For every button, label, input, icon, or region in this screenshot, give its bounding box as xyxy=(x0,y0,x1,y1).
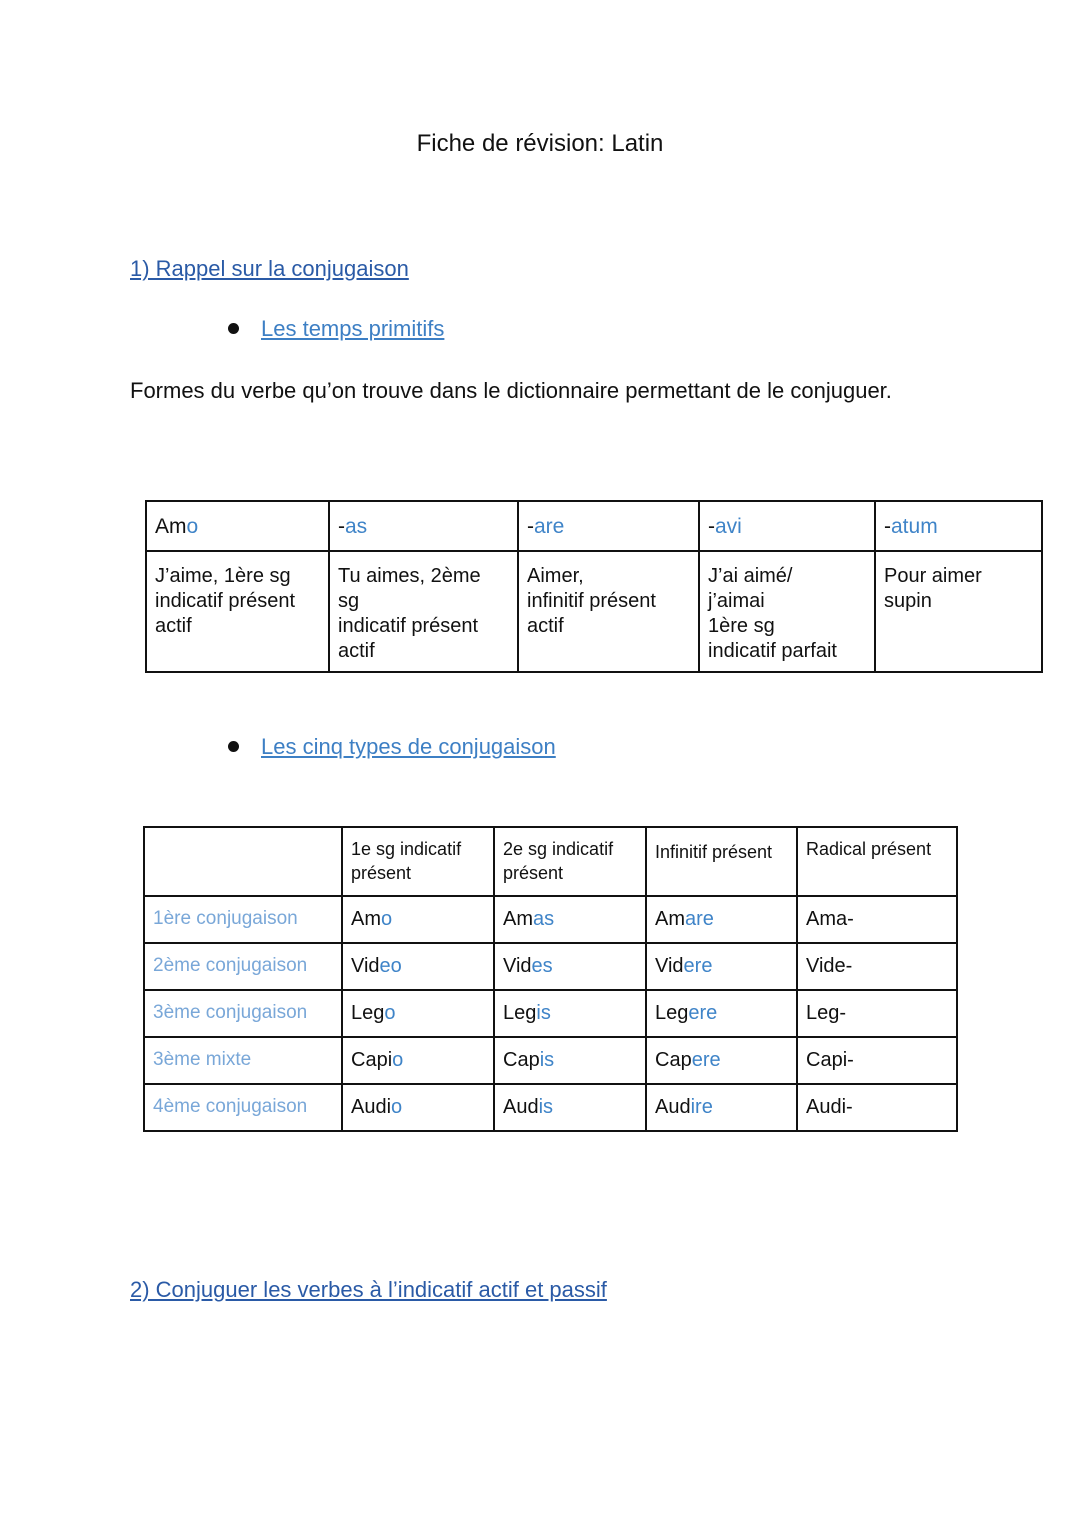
table-cell: Audio xyxy=(342,1084,494,1131)
table-cell: Videre xyxy=(646,943,797,990)
table-row xyxy=(144,943,957,990)
table-cell: Aimer, infinitif présent actif xyxy=(518,551,699,672)
table-header-cell: Infinitif présent xyxy=(646,827,797,896)
primitive-tenses-table xyxy=(145,500,1043,673)
table-cell: Vides xyxy=(494,943,646,990)
table-row xyxy=(146,551,1042,672)
table-cell: Audi- xyxy=(797,1084,957,1131)
bullet-cinq-types xyxy=(228,734,556,760)
table-header-cell: 1e sg indicatif présent xyxy=(342,827,494,896)
table-row xyxy=(144,990,957,1037)
table-cell: -atum xyxy=(875,501,1042,551)
table-cell: Ama- xyxy=(797,896,957,943)
table-cell: Audire xyxy=(646,1084,797,1131)
table-cell: Lego xyxy=(342,990,494,1037)
table-header-row xyxy=(144,827,957,896)
section-heading-indicatif[interactable]: 2) Conjuguer les verbes à l’indicatif actif et passif xyxy=(130,1277,607,1302)
bullet-temps-primitifs xyxy=(228,316,444,342)
table-row xyxy=(144,896,957,943)
table-cell: Legis xyxy=(494,990,646,1037)
table-cell: Pour aimer supin xyxy=(875,551,1042,672)
row-label: 4ème conjugaison xyxy=(144,1084,342,1131)
table-cell: Capi- xyxy=(797,1037,957,1084)
paragraph-definition: Formes du verbe qu’on trouve dans le dictionnaire permettant de le conjuguer. xyxy=(130,378,892,403)
table-header-cell: 2e sg indicatif présent xyxy=(494,827,646,896)
table-row xyxy=(146,501,1042,551)
table-cell: Capio xyxy=(342,1037,494,1084)
link-temps-primitifs[interactable]: Les temps primitifs xyxy=(261,316,445,341)
row-label: 3ème mixte xyxy=(144,1037,342,1084)
link-cinq-types[interactable]: Les cinq types de conjugaison xyxy=(261,734,556,759)
table-cell: Capis xyxy=(494,1037,646,1084)
table-cell: Amas xyxy=(494,896,646,943)
section-heading-conjugaison[interactable]: 1) Rappel sur la conjugaison xyxy=(130,256,409,281)
table-row xyxy=(144,1037,957,1084)
table-cell: Audis xyxy=(494,1084,646,1131)
table-cell: -are xyxy=(518,501,699,551)
table-cell: Capere xyxy=(646,1037,797,1084)
table-cell: Amare xyxy=(646,896,797,943)
table-cell: -avi xyxy=(699,501,875,551)
row-label: 3ème conjugaison xyxy=(144,990,342,1037)
table-cell: Amo xyxy=(146,501,329,551)
row-label: 2ème conjugaison xyxy=(144,943,342,990)
table-cell: Video xyxy=(342,943,494,990)
conjugation-types-table xyxy=(143,826,958,1132)
table-header-cell: Radical présent xyxy=(797,827,957,896)
row-label: 1ère conjugaison xyxy=(144,896,342,943)
table-cell: J’aime, 1ère sg indicatif présent actif xyxy=(146,551,329,672)
table-cell: -as xyxy=(329,501,518,551)
table-cell: J’ai aimé/ j’aimai 1ère sg indicatif parfait xyxy=(699,551,875,672)
page-title: Fiche de révision: Latin xyxy=(416,130,664,157)
bullet-dot-icon xyxy=(228,741,239,752)
table-header-cell xyxy=(144,827,342,896)
table-row xyxy=(144,1084,957,1131)
table-cell: Amo xyxy=(342,896,494,943)
table-cell: Vide- xyxy=(797,943,957,990)
table-cell: Tu aimes, 2ème sg indicatif présent actif xyxy=(329,551,518,672)
table-cell: Legere xyxy=(646,990,797,1037)
bullet-dot-icon xyxy=(228,323,239,334)
table-cell: Leg- xyxy=(797,990,957,1037)
